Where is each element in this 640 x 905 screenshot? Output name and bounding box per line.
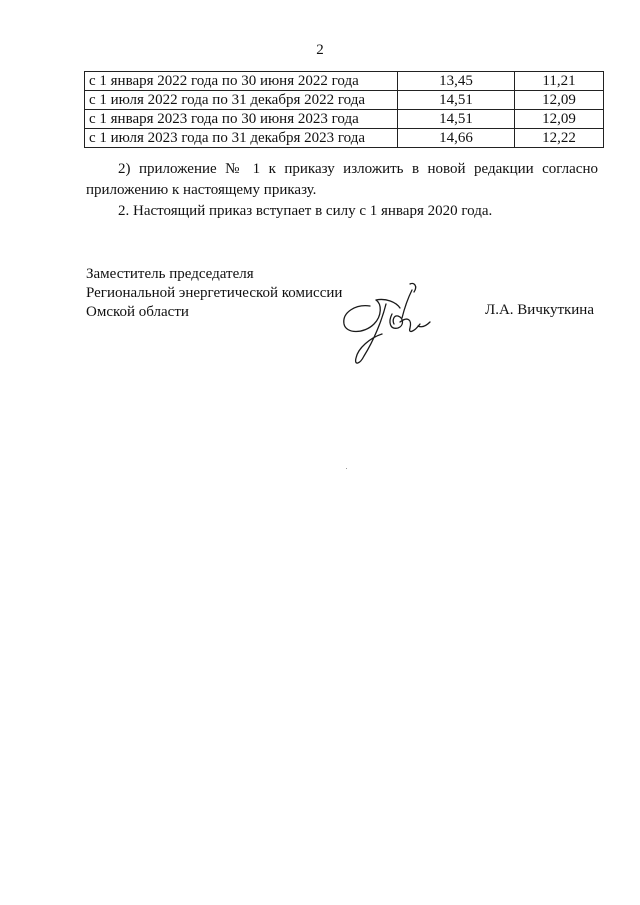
signatory-title bbox=[86, 265, 342, 322]
table-row bbox=[85, 72, 604, 91]
page-number: 2 bbox=[316, 42, 324, 58]
period-cell: с 1 января 2023 года по 30 июня 2023 года bbox=[85, 110, 398, 129]
period-cell: с 1 июля 2022 года по 31 декабря 2022 года bbox=[85, 91, 398, 110]
tariff-table bbox=[84, 71, 604, 148]
value-cell: 14,51 bbox=[398, 110, 515, 129]
value-cell: 14,51 bbox=[398, 91, 515, 110]
amendment-paragraph: 2) приложение № 1 к приказу изложить в новой редакции согласно приложению к настоящему приказу. bbox=[86, 161, 598, 198]
handwritten-signature bbox=[330, 276, 440, 376]
signatory-title-line: Омской области bbox=[86, 304, 189, 320]
value-cell: 11,21 bbox=[515, 72, 604, 91]
table-row bbox=[85, 91, 604, 110]
value-cell: 12,09 bbox=[515, 110, 604, 129]
signatory-title-line: Региональной энергетической комиссии bbox=[86, 285, 343, 301]
table-row bbox=[85, 110, 604, 129]
value-cell: 13,45 bbox=[398, 72, 515, 91]
period-cell: с 1 июля 2023 года по 31 декабря 2023 года bbox=[85, 129, 398, 148]
value-cell: 12,09 bbox=[515, 91, 604, 110]
table-row bbox=[85, 129, 604, 148]
effective-date-paragraph: 2. Настоящий приказ вступает в силу с 1 января 2020 года. bbox=[118, 203, 493, 219]
period-cell: с 1 января 2022 года по 30 июня 2022 года bbox=[85, 72, 398, 91]
signatory-title-line: Заместитель председателя bbox=[86, 266, 254, 282]
signer-name: Л.А. Вичкуткина bbox=[485, 302, 594, 318]
scan-speck bbox=[346, 468, 347, 469]
value-cell: 14,66 bbox=[398, 129, 515, 148]
value-cell: 12,22 bbox=[515, 129, 604, 148]
